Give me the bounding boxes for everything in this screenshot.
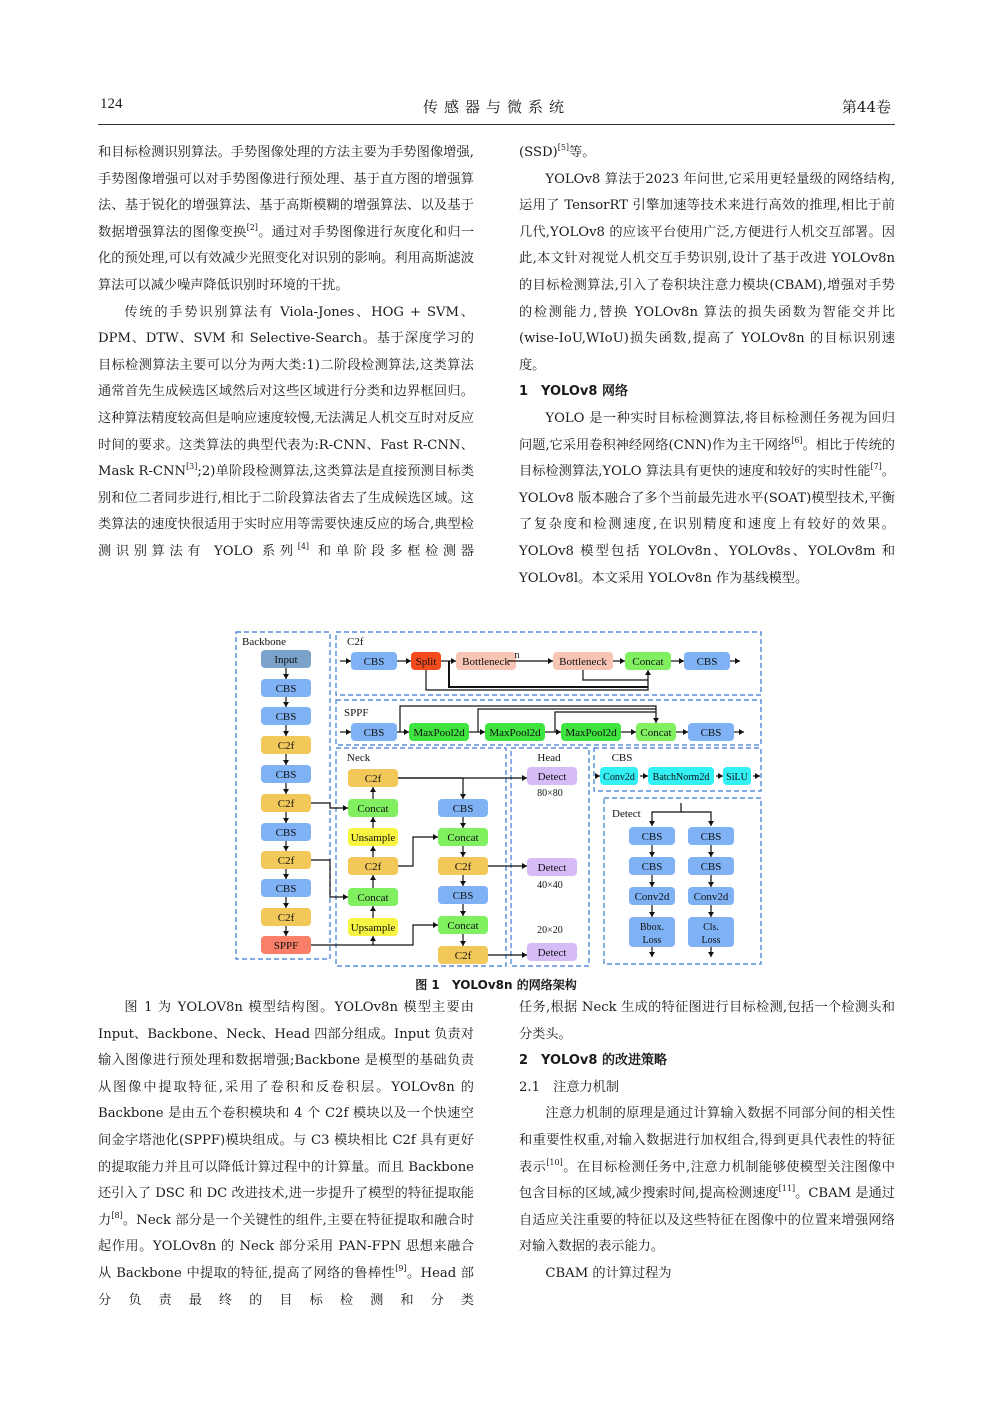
arrow-head — [718, 773, 723, 779]
detect-cls-loss-label: Loss — [701, 935, 721, 946]
cbs-panel-title: CBS — [611, 752, 633, 764]
detect-panel — [604, 798, 761, 964]
backbone-cbs-label: CBS — [275, 827, 297, 839]
arrow-head — [343, 805, 348, 811]
arrow-head — [283, 731, 289, 736]
arrow-head — [283, 674, 289, 679]
arrow-head — [283, 760, 289, 765]
cbs-conv2d-label: Conv2d — [603, 772, 635, 783]
arrow-head — [708, 952, 714, 957]
c2f-cbs-label: CBS — [363, 656, 385, 668]
figure-caption-text: YOLOv8n 的网络架构 — [451, 978, 577, 992]
arrow-head — [708, 912, 714, 917]
arrow-head — [649, 952, 655, 957]
citation[interactable]: [9] — [395, 1263, 407, 1273]
arrow-head — [283, 903, 289, 908]
left-column-lower — [98, 995, 474, 1314]
citation[interactable]: [4] — [297, 541, 310, 551]
neck-unsample-label: Unsample — [350, 832, 396, 844]
detect-bbox-cbs-label: CBS — [641, 831, 663, 843]
sppf-maxpool2d-label: MaxPool2d — [565, 727, 617, 739]
paragraph: 注意力机制的原理是通过计算输入数据不同部分间的相关性和重要性权重,对输入数据进行加权组合,得到更具代表性的特征表示[10]。在目标检测任务中,注意力机制能够使模型关注图像中包含目标的区域,减少搜索时间,提高检测速度[11]。CBAM 是通过自适应关注重要的特征以及这些特征在图像中的位置来增强网络对输入数据的表示能力。 — [519, 1106, 895, 1255]
backbone-cbs-label: CBS — [275, 769, 297, 781]
arrow-head — [283, 789, 289, 794]
citation[interactable]: [11] — [778, 1184, 796, 1194]
arrow-head — [649, 852, 655, 857]
arrow-head — [404, 729, 409, 735]
arrow-head — [522, 863, 527, 869]
connector — [398, 837, 438, 866]
arrow-head — [346, 729, 351, 735]
arrow-head — [649, 912, 655, 917]
right-column-lower — [519, 995, 895, 1288]
section-heading: 2 YOLOv8 的改进策略 — [519, 1053, 667, 1069]
arrow-head — [631, 729, 636, 735]
arrow-head — [370, 906, 376, 911]
arrow-head — [643, 773, 648, 779]
arrow-head — [283, 846, 289, 851]
backbone-cbs-label: CBS — [275, 883, 297, 895]
sppf-maxpool2d-label: MaxPool2d — [413, 727, 465, 739]
arrow-head — [735, 658, 740, 664]
backbone-cbs-label: CBS — [275, 683, 297, 695]
backbone-c2f-label: C2f — [277, 798, 295, 810]
arrow-head — [708, 882, 714, 887]
c2f-concat-label: Concat — [632, 656, 664, 668]
paragraph: 和目标检测识别算法。手势图像处理的方法主要为手势图像增强,手势图像增强可以对手势图像进行预处理、基于直方图的增强算法、基于锐化的增强算法、基于高斯模糊的增强算法、以及基于数据增强算法的图像变换[2]。通过对手势图像进行灰度化和归一化的预处理,可以有效减少光照变化对识别的影响。利用高斯滤波算法可以减少噪声降低识别时环境的干扰。 — [98, 145, 475, 293]
citation[interactable]: [2] — [246, 222, 258, 232]
citation[interactable]: [8] — [111, 1210, 123, 1220]
citation[interactable]: [6] — [791, 435, 803, 445]
detect-cls-cbs-label: CBS — [700, 861, 722, 873]
detect-bbox-conv2d-label: Conv2d — [634, 891, 670, 903]
backbone-cbs-label: CBS — [275, 711, 297, 723]
neck-c2f-label: C2f — [454, 950, 472, 962]
arrow-head — [708, 852, 714, 857]
paragraph: CBAM 的计算过程为 — [545, 1265, 672, 1281]
arrow-head — [460, 823, 466, 828]
arrow-head — [739, 729, 744, 735]
sppf-cbs-label: CBS — [700, 727, 722, 739]
arrow-head — [522, 775, 527, 781]
sppf-panel-title: SPPF — [344, 707, 369, 719]
arrow-head — [522, 952, 527, 958]
arrow-head — [283, 931, 289, 936]
arrow-head — [460, 881, 466, 886]
connector — [652, 803, 681, 826]
arrow-head — [653, 718, 659, 723]
paragraph: YOLOv8 算法于2023 年问世,它采用更轻量级的网络结构,运用了 TensorRT 引擎加速等技术来进行高效的推理,相比于前几代,YOLOv8 的应该平台使用广泛,方便进行人机交互部署。因此,本文针对视觉人机交互手势识别,设计了基于改进 YOLOv8n 的目标检测算法,引入了卷积块注意力模块(CBAM),增强对手势的检测能力,替换 YOLOv8n 算法的损失函数为智能交并比(wise-IoU,WIoU)损失函数,提高了 YOLOv8n 的目标识别速度。 — [519, 171, 895, 373]
connector — [311, 860, 348, 897]
arrow-head — [370, 817, 376, 822]
neck-c2f-label: C2f — [454, 861, 472, 873]
cbs-silu-label: SiLU — [726, 772, 748, 783]
arrow-head — [406, 658, 411, 664]
backbone-sppf-label: SPPF — [273, 940, 299, 952]
arrow-head — [343, 894, 348, 900]
connector — [681, 812, 711, 826]
neck-upsample-label: Upsample — [350, 922, 396, 934]
arrow-head — [645, 670, 651, 675]
neck-panel-title: Neck — [347, 752, 371, 764]
arrow-head — [370, 787, 376, 792]
page-number: 124 — [100, 96, 123, 112]
head-panel-title: Head — [537, 752, 561, 764]
detect-bbox-loss-label: Loss — [642, 935, 662, 946]
c2f-repeat-n: n — [514, 650, 520, 661]
arrow-head — [649, 821, 655, 826]
head-feature-size: 80×80 — [537, 788, 563, 799]
arrow-head — [433, 834, 438, 840]
subsection-heading: 2.1 注意力机制 — [519, 1079, 620, 1095]
arrow-head — [460, 794, 466, 799]
cbs-batchnorm2d-label: BatchNorm2d — [652, 772, 710, 783]
arrow-head — [548, 658, 553, 664]
arrow-head — [755, 773, 760, 779]
head-detect-label: Detect — [537, 947, 567, 959]
head-detect-label: Detect — [537, 862, 567, 874]
c2f-bottleneck-label: Bottleneck — [559, 656, 607, 668]
c2f-cbs-label: CBS — [696, 656, 718, 668]
detect-cls-cbs-label: CBS — [700, 831, 722, 843]
paragraph: 任务,根据 Neck 生成的特征图进行目标检测,包括一个检测头和分类头。 — [519, 1000, 895, 1042]
backbone-title: Backbone — [242, 636, 286, 648]
detect-cls-conv2d-label: Conv2d — [693, 891, 729, 903]
arrow-head — [460, 911, 466, 916]
citation[interactable]: [3] — [186, 462, 198, 472]
volume-label: 第44卷 — [841, 98, 891, 116]
neck-concat-label: Concat — [447, 920, 479, 932]
citation[interactable]: [7] — [870, 462, 882, 472]
neck-concat-label: Concat — [357, 892, 389, 904]
sppf-concat-label: Concat — [640, 727, 672, 739]
detect-bbox-loss-label: Bbox. — [639, 922, 665, 933]
head-feature-size: 40×40 — [537, 880, 563, 891]
detect-panel-title: Detect — [612, 808, 641, 820]
arrow-head — [370, 875, 376, 880]
neck-cbs-label: CBS — [452, 890, 474, 902]
backbone-c2f-label: C2f — [277, 740, 295, 752]
section-heading: 1 YOLOv8 网络 — [519, 384, 628, 400]
citation[interactable]: [5] — [557, 143, 570, 152]
arrow-head — [683, 729, 688, 735]
sppf-cbs-label: CBS — [363, 727, 385, 739]
arrow-head — [595, 773, 600, 779]
neck-c2f-label: C2f — [364, 773, 382, 785]
arrow-head — [283, 818, 289, 823]
journal-title: 传感器与微系统 — [422, 98, 570, 116]
arrow-head — [433, 922, 438, 928]
neck-c2f-label: C2f — [364, 861, 382, 873]
sppf-maxpool2d-label: MaxPool2d — [489, 727, 541, 739]
arrow-head — [708, 821, 714, 826]
citation[interactable]: [10] — [546, 1157, 563, 1167]
backbone-c2f-label: C2f — [277, 912, 295, 924]
backbone-input-label: Input — [274, 654, 298, 666]
head-feature-size: 20×20 — [537, 925, 563, 936]
arrow-head — [283, 702, 289, 707]
c2f-panel-title: C2f — [347, 636, 364, 648]
paragraph: YOLO 是一种实时目标检测算法,将目标检测任务视为回归问题,它采用卷积神经网络(CNN)作为主干网络[6]。相比于传统的目标检测算法,YOLO 算法具有更快的速度和较好的实时性能[7]。YOLOv8 版本融合了多个当前最先进水平(SOAT)模型技术,平衡了复杂度和检测速度,在识别精度和速度上有较好的效果。YOLOv8 模型包括 YOLOv8n、YOLOv8s、YOLOv8m 和 YOLOv8l。本文采用 YOLOv8n 作为基线模型。 — [519, 410, 896, 586]
arrow-head — [620, 658, 625, 664]
connector — [583, 670, 648, 680]
arrow-head — [283, 874, 289, 879]
detect-bbox-cbs-label: CBS — [641, 861, 663, 873]
arrow-head — [460, 941, 466, 946]
arrow-head — [451, 658, 456, 664]
paragraph: 图 1 为 YOLOV8n 模型结构图。YOLOv8n 模型主要由 Input、Backbone、Neck、Head 四部分组成。Input 负责对输入图像进行预处理和数据增强;Backbone 是模型的基础负责从图像中提取特征,采用了卷积和反卷积层。YOLOv8n 的 Backbone 是由五个卷积模块和 4 个 C2f 模块以及一个快速空间金字塔池化(SPPF)模块组成。与 C3 模块相比 C2f 具有更好的提取能力并且可以降低计算过程中的计算量。而且 Backbone 还引入了 DSC 和 DC 改进技术,进一步提升了模型的特征提取能力[8]。Neck 部分是一个关键性的组件,主要在特征提取和融合时起作用。YOLOv8n 的 Neck 部分采用 PAN-FPN 思想来融合从 Backbone 中提取的特征,提高了网络的鲁棒性[9]。Head 部分负责最终的目标检测和分类 — [98, 1000, 475, 1308]
neck-concat-label: Concat — [447, 832, 479, 844]
detect-cls-loss-label: Cls. — [703, 922, 719, 933]
figure-caption — [0, 976, 992, 993]
arrow-head — [480, 729, 485, 735]
arrow-head — [346, 658, 351, 664]
arrow-head — [460, 852, 466, 857]
c2f-bottleneck-label: Bottleneck — [462, 656, 510, 668]
neck-concat-label: Concat — [357, 803, 389, 815]
c2f-split-label: Split — [415, 656, 437, 668]
connector — [398, 778, 463, 799]
backbone-c2f-label: C2f — [277, 855, 295, 867]
neck-cbs-label: CBS — [452, 803, 474, 815]
arrow-head — [649, 882, 655, 887]
arrow-head — [370, 846, 376, 851]
arrow-head — [679, 658, 684, 664]
arrow-head — [370, 936, 376, 941]
paragraph: (SSD)[5]等。 — [519, 143, 596, 160]
paragraph: 传统的手势识别算法有 Viola-Jones、HOG + SVM、DPM、DTW、SVM 和 Selective-Search。基于深度学习的目标检测算法主要可以分为两大类:1)二阶段检测算法,这类算法通常首先生成候选区域然后对这些区域进行分类和边界框回归。这种算法精度较高但是响应速度较慢,无法满足人机交互时对反应时间的要求。这类算法的典型代表为:R-CNN、Fast R-CNN、Mask R-CNN[3];2)单阶段检测算法,这类算法是直接预测目标类别和位二者同步进行,相比于二阶段算法省去了生成候选区域。这类算法的速度快很适用于实时应用等需要快速反应的场合,典型检测识别算法有 YOLO 系列[4] 和单阶段多框检测器 — [98, 304, 474, 559]
figure-caption-label: 图 1 — [415, 978, 440, 992]
arrow-head — [556, 729, 561, 735]
head-detect-label: Detect — [537, 771, 567, 783]
connector — [311, 803, 348, 808]
